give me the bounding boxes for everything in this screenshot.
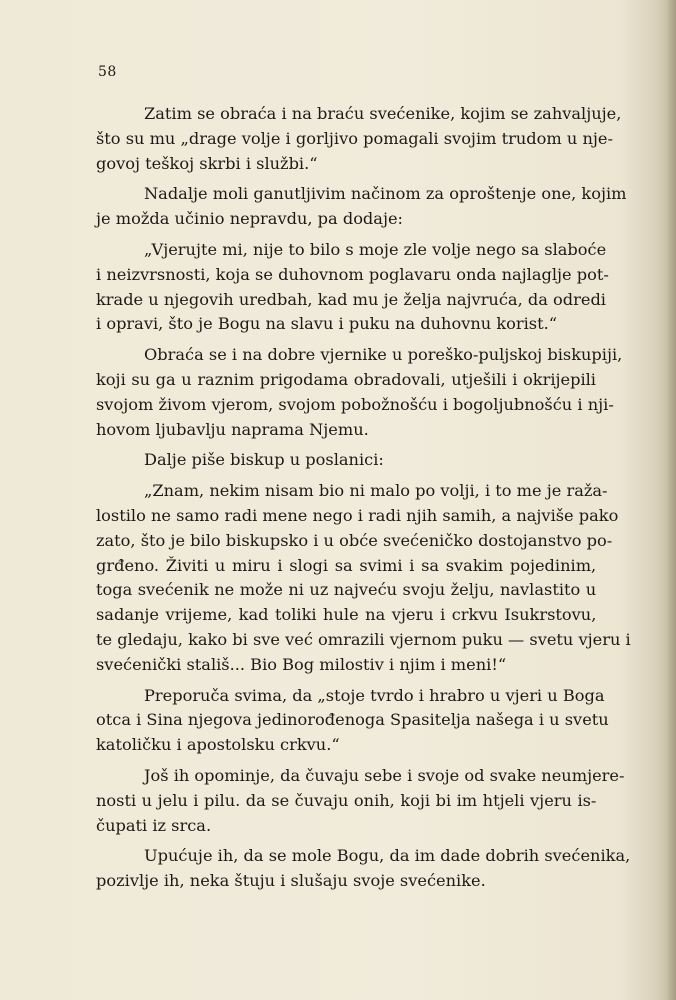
text-line: zato, što je bilo biskupsko i u obće svećeničko dostojanstvo po- bbox=[96, 530, 613, 550]
text-line: lostilo ne samo radi mene nego i radi njih samih, a najviše pako bbox=[96, 505, 619, 525]
text-line: toga svećenik ne može ni uz najveću svoju želju, navlastito u bbox=[96, 580, 597, 600]
text-line: govoj teškoj skrbi i službi.“ bbox=[96, 153, 318, 173]
body-text bbox=[96, 102, 631, 900]
text-line: nosti u jelu i pilu. da se čuvaju onih, koji bi im htjeli vjeru is- bbox=[96, 790, 597, 810]
text-line: te gledaju, kako bi sve već omrazili vjernom puku — svetu vjeru i bbox=[96, 629, 631, 649]
page-number: 58 bbox=[98, 64, 117, 80]
paragraph bbox=[96, 844, 631, 894]
text-line: Zatim se obraća i na braću svećenike, kojim se zahvaljuje, bbox=[144, 104, 622, 123]
text-line: čupati iz srca. bbox=[96, 815, 212, 835]
paragraph bbox=[96, 684, 609, 758]
paragraph bbox=[96, 238, 609, 337]
text-line: Nadalje moli ganutljivim načinom za oproštenje one, kojim bbox=[144, 184, 627, 204]
text-line: što su mu „drage volje i gorljivo pomagali svojim trudom u nje- bbox=[96, 128, 613, 148]
text-line: Upućuje ih, da se mole Bogu, da im dade dobrih svećenika, bbox=[144, 846, 631, 866]
page-edge-shadow bbox=[666, 0, 676, 1000]
text-line: Obraća se i na dobre vjernike u poreško-puljskoj biskupiji, bbox=[144, 345, 623, 365]
text-line: i neizvrsnosti, koja se duhovnom poglavaru onda najlaglje pot- bbox=[96, 264, 609, 284]
text-line: i opravi, što je Bogu na slavu i puku na duhovnu korist.“ bbox=[96, 314, 558, 334]
paragraph bbox=[96, 102, 622, 176]
text-line: je možda učinio nepravdu, pa dodaje: bbox=[96, 209, 404, 229]
text-line: otca i Sina njegova jedinorođenoga Spasitelja našega i u svetu bbox=[96, 710, 609, 730]
text-line: hovom ljubavlju naprama Njemu. bbox=[96, 419, 369, 439]
paragraph bbox=[96, 343, 623, 442]
paragraph bbox=[96, 448, 596, 473]
text-line: svojom živom vjerom, svojom pobožnošću i bogoljubnošću i nji- bbox=[96, 394, 614, 414]
paragraph bbox=[96, 764, 625, 838]
text-line: pozivlje ih, neka štuju i slušaju svoje svećenike. bbox=[96, 871, 486, 891]
text-line: katoličku i apostolsku crkvu.“ bbox=[96, 735, 340, 755]
text-line: Dalje piše biskup u poslanici: bbox=[144, 450, 384, 470]
text-line: krade u njegovih uredbah, kad mu je želja najvruća, da odredi bbox=[96, 289, 606, 309]
text-line: sadanje vrijeme, kad toliki hule na vjeru i crkvu Isukrstovu, bbox=[96, 605, 597, 625]
text-line: „Vjerujte mi, nije to bilo s moje zle volje nego sa slaboće bbox=[144, 239, 607, 259]
text-line: Preporuča svima, da „stoje tvrdo i hrabro u vjeri u Boga bbox=[144, 685, 605, 705]
text-line: svećenički stališ... Bio Bog milostiv i njim i meni!“ bbox=[96, 654, 507, 674]
text-line: koji su ga u raznim prigodama obradovali, utješili i okrijepili bbox=[96, 369, 596, 389]
text-line: grđeno. Živiti u miru i slogi sa svimi i sa svakim pojedinim, bbox=[96, 555, 597, 575]
paragraph bbox=[96, 182, 627, 232]
paragraph bbox=[96, 479, 631, 677]
text-line: Još ih opominje, da čuvaju sebe i svoje od svake neumjere- bbox=[144, 765, 625, 785]
text-line: „Znam, nekim nisam bio ni malo po volji, i to me je raža- bbox=[144, 481, 608, 501]
